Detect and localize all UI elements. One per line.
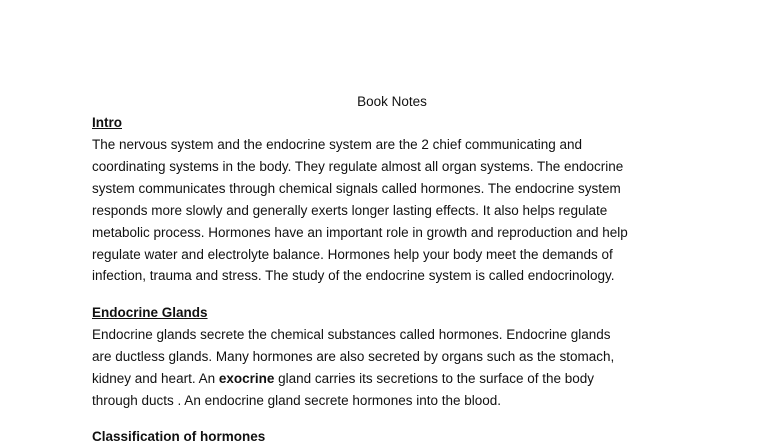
line-text: kidney and heart. An <box>92 370 219 386</box>
paragraph-line: The nervous system and the endocrine system are the 2 chief communicating and <box>92 137 583 152</box>
section-heading-classification: Classification of hormones <box>92 429 266 441</box>
paragraph-line <box>92 368 702 390</box>
paragraph-line: metabolic process. Hormones have an important role in growth and reproduction and help <box>92 224 628 240</box>
section-heading-intro: Intro <box>92 115 122 130</box>
document-title: Book Notes <box>357 94 427 109</box>
bold-term-exocrine: exocrine <box>218 370 275 386</box>
paragraph-line: regulate water and electrolyte balance. Hormones help your body meet the demands of <box>92 246 613 262</box>
endocrine-glands-paragraph <box>92 324 702 412</box>
paragraph-line: responds more slowly and generally exerts longer lasting effects. It also helps regulate <box>92 202 608 218</box>
line-text: gland carries its secretions to the surface of the body <box>274 370 595 386</box>
paragraph-line: coordinating systems in the body. They regulate almost all organ systems. The endocrine <box>92 158 624 174</box>
paragraph-line: system communicates through chemical signals called hormones. The endocrine system <box>92 180 621 196</box>
intro-paragraph <box>92 134 702 287</box>
paragraph-line: Endocrine glands secrete the chemical substances called hormones. Endocrine glands <box>92 327 611 342</box>
paragraph-line: are ductless glands. Many hormones are also secreted by organs such as the stomach, <box>92 348 615 364</box>
paragraph-line: infection, trauma and stress. The study of the endocrine system is called endocrinology. <box>92 268 615 284</box>
paragraph-line: through ducts . An endocrine gland secrete hormones into the blood. <box>92 392 502 408</box>
section-heading-endocrine-glands: Endocrine Glands <box>92 305 208 320</box>
